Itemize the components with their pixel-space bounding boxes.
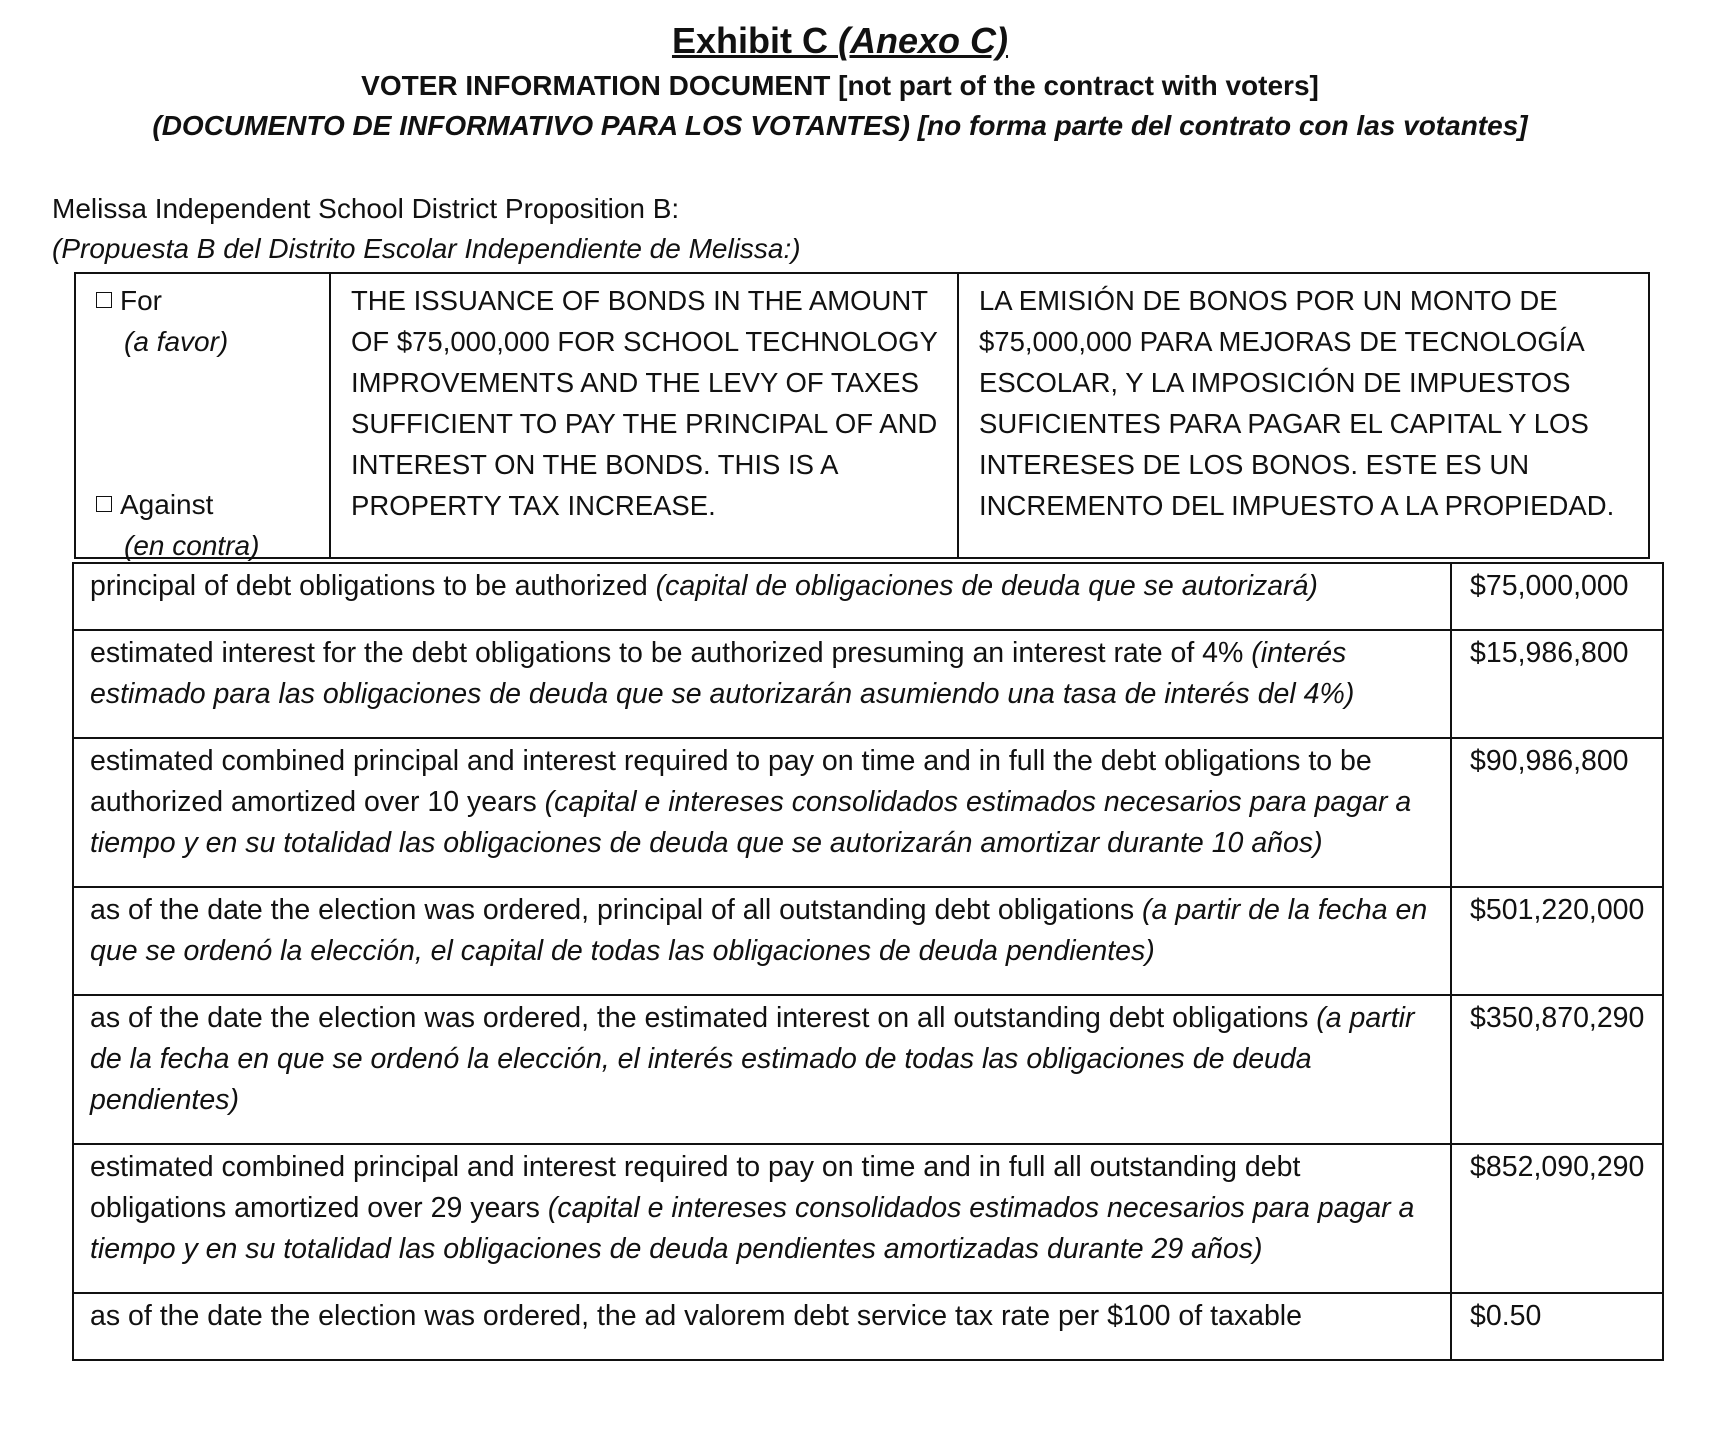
row-description-en: estimated interest for the debt obligations to be authorized presuming an interest rate of 4% xyxy=(90,637,1252,669)
row-description-en: principal of debt obligations to be authorized xyxy=(90,570,656,602)
row-description-en: estimated combined principal and interest required to pay on time and in full all outstanding debt obligations amortized over 29 years xyxy=(90,1151,1301,1224)
row-description-es: (capital de obligaciones de deuda que se autorizará) xyxy=(655,570,1318,602)
proposition-label-en: Melissa Independent School District Proposition B: xyxy=(52,193,680,224)
row-description xyxy=(73,738,1451,887)
row-description xyxy=(73,563,1451,630)
ballot-options xyxy=(76,274,331,561)
row-description-en: estimated combined principal and interest required to pay on time and in full the debt obligations to be authorized amortized over 10 years xyxy=(90,745,1372,818)
checkbox-against-icon[interactable] xyxy=(96,496,112,512)
exhibit-title-es: (Anexo C) xyxy=(838,20,1009,61)
row-description-en: as of the date the election was ordered, the ad valorem debt service tax rate per $100 of taxable xyxy=(90,1300,1302,1332)
row-amount: $75,000,000 xyxy=(1451,563,1663,630)
row-description-es: (a partir de la fecha en que se ordenó la elección, el interés estimado de todas las obligaciones de deuda pendientes) xyxy=(90,1002,1415,1116)
ballot-box xyxy=(74,272,1650,559)
row-description-en: as of the date the election was ordered, the estimated interest on all outstanding debt obligations xyxy=(90,1002,1317,1034)
row-amount: $852,090,290 xyxy=(1451,1144,1663,1293)
row-description-es: (a partir de la fecha en que se ordenó la elección, el capital de todas las obligaciones de deuda pendientes) xyxy=(90,894,1428,967)
row-description xyxy=(73,887,1451,995)
row-amount: $501,220,000 xyxy=(1451,887,1663,995)
row-amount: $90,986,800 xyxy=(1451,738,1663,887)
checkbox-for-icon[interactable] xyxy=(96,292,112,308)
row-description xyxy=(73,1144,1451,1293)
row-description xyxy=(73,1293,1451,1360)
exhibit-title-en: Exhibit C xyxy=(671,20,828,61)
ballot-text-en: THE ISSUANCE OF BONDS IN THE AMOUNT OF $75,000,000 FOR SCHOOL TECHNOLOGY IMPROVEMENTS AND THE LEVY OF TAXES SUFFICIENT TO PAY THE PRINCIPAL OF AND INTEREST ON THE BONDS. THIS IS A PROPERTY TAX INCREASE. xyxy=(331,274,959,557)
row-description-es: (capital e intereses consolidados estimados necesarios para pagar a tiempo y en su totalidad las obligaciones de deuda que se autorizarán amortizar durante 10 años) xyxy=(90,786,1412,859)
option-against-label: Against xyxy=(120,489,214,520)
document-subtitle-es: (DOCUMENTO DE INFORMATIVO PARA LOS VOTANTES) [no forma parte del contrato con las votantes] xyxy=(152,110,1528,141)
ballot-text-es: LA EMISIÓN DE BONOS POR UN MONTO DE $75,000,000 PARA MEJORAS DE TECNOLOGÍA ESCOLAR, Y LA IMPOSICIÓN DE IMPUESTOS SUFICIENTES PARA PAGAR EL CAPITAL Y LOS INTERESES DE LOS BONOS. ESTE ES UN INCREMENTO DEL IMPUESTO A LA PROPIEDAD. xyxy=(979,285,1615,521)
table-row xyxy=(73,1293,1663,1360)
option-against[interactable] xyxy=(96,484,259,566)
row-description xyxy=(73,995,1451,1144)
row-description xyxy=(73,630,1451,738)
table-row xyxy=(73,738,1663,887)
row-description-es: (interés estimado para las obligaciones de deuda que se autorizarán asumiendo una tasa de interés del 4%) xyxy=(90,637,1355,710)
debt-information-table xyxy=(72,562,1664,1361)
document-subtitle-en: VOTER INFORMATION DOCUMENT [not part of the contract with voters] xyxy=(361,70,1319,101)
row-amount: $350,870,290 xyxy=(1451,995,1663,1144)
exhibit-title xyxy=(0,20,1680,62)
table-row xyxy=(73,563,1663,630)
table-row xyxy=(73,1144,1663,1293)
option-for-label: For xyxy=(120,285,162,316)
table-row xyxy=(73,630,1663,738)
row-description-en: as of the date the election was ordered, principal of all outstanding debt obligations xyxy=(90,894,1143,926)
option-for[interactable] xyxy=(96,280,228,362)
option-against-label-es: (en contra) xyxy=(124,530,260,561)
option-for-label-es: (a favor) xyxy=(124,326,229,357)
row-amount: $15,986,800 xyxy=(1451,630,1663,738)
table-row xyxy=(73,995,1663,1144)
row-description-es: (capital e intereses consolidados estimados necesarios para pagar a tiempo y en su totalidad las obligaciones de deuda pendientes amortizadas durante 29 años) xyxy=(90,1192,1415,1265)
table-row xyxy=(73,887,1663,995)
proposition-label-es: (Propuesta B del Distrito Escolar Independiente de Melissa:) xyxy=(52,233,801,264)
row-amount: $0.50 xyxy=(1451,1293,1663,1360)
